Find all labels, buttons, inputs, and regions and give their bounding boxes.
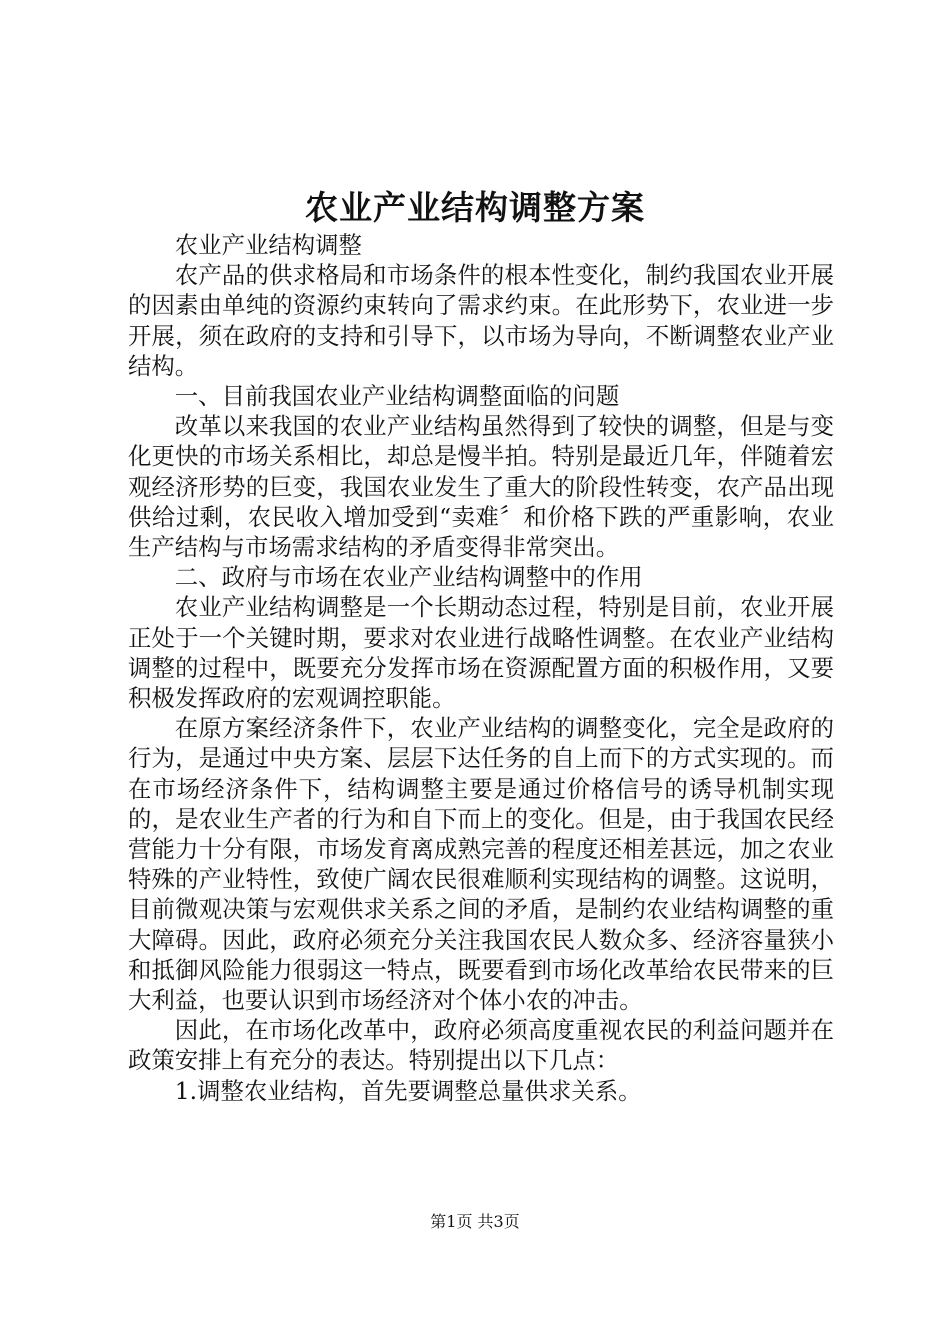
paragraph-section-1: 改革以来我国的农业产业结构虽然得到了较快的调整，但是与变化更快的市场关系相比，却总是慢半拍。特别是最近几年，伴随着宏观经济形势的巨变，我国农业发生了重大的阶段性转变，农产品出现供给过剩，农民收入增加受到“卖难〞和价格下跌的严重影响，农业生产结构与市场需求结构的矛盾变得非常突出。 xyxy=(128,412,834,562)
paragraph-section-2a: 农业产业结构调整是一个长期动态过程，特别是目前，农业开展正处于一个关键时期，要求对农业进行战略性调整。在农业产业结构调整的过程中，既要充分发挥市场在资源配置方面的积极作用，又要积极发挥政府的宏观调控职能。 xyxy=(128,593,834,713)
section-heading-2: 二、政府与市场在农业产业结构调整中的作用 xyxy=(174,563,643,592)
page-number-footer: 第1页 共3页 xyxy=(430,1212,520,1231)
section-heading-1: 一、目前我国农业产业结构调整面临的问题 xyxy=(174,382,620,411)
list-item-1: 1.调整农业结构，首先要调整总量供求关系。 xyxy=(174,1076,642,1105)
document-body xyxy=(128,230,834,1106)
paragraph-intro: 农产品的供求格局和市场条件的根本性变化，制约我国农业开展的因素由单纯的资源约束转向了需求约束。在此形势下，农业进一步开展，须在政府的支持和引导下，以市场为导向，不断调整农业产业结构。 xyxy=(128,261,834,380)
paragraph-section-2b: 在原方案经济条件下，农业产业结构的调整变化，完全是政府的行为，是通过中央方案、层层下达任务的自上而下的方式实现的。而在市场经济条件下，结构调整主要是通过价格信号的诱导机制实现的，是农业生产者的行为和自下而上的变化。但是，由于我国农民经营能力十分有限，市场发育离成熟完善的程度还相差甚远，加之农业特殊的产业特性，致使广阔农民很难顺利实现结构的调整。这说明，目前微观决策与宏观供求关系之间的矛盾，是制约农业结构调整的重大障碍。因此，政府必须充分关注我国农民人数众多、经济容量狭小和抵御风险能力很弱这一特点，既要看到市场化改革给农民带来的巨大利益，也要认识到市场经济对个体小农的冲击。 xyxy=(128,714,834,1015)
paragraph-section-2c: 因此，在市场化改革中，政府必须高度重视农民的利益问题并在政策安排上有充分的表达。特别提出以下几点： xyxy=(128,1016,834,1075)
document-title: 农业产业结构调整方案 xyxy=(305,188,645,227)
paragraph-subtitle: 农业产业结构调整 xyxy=(174,231,362,259)
